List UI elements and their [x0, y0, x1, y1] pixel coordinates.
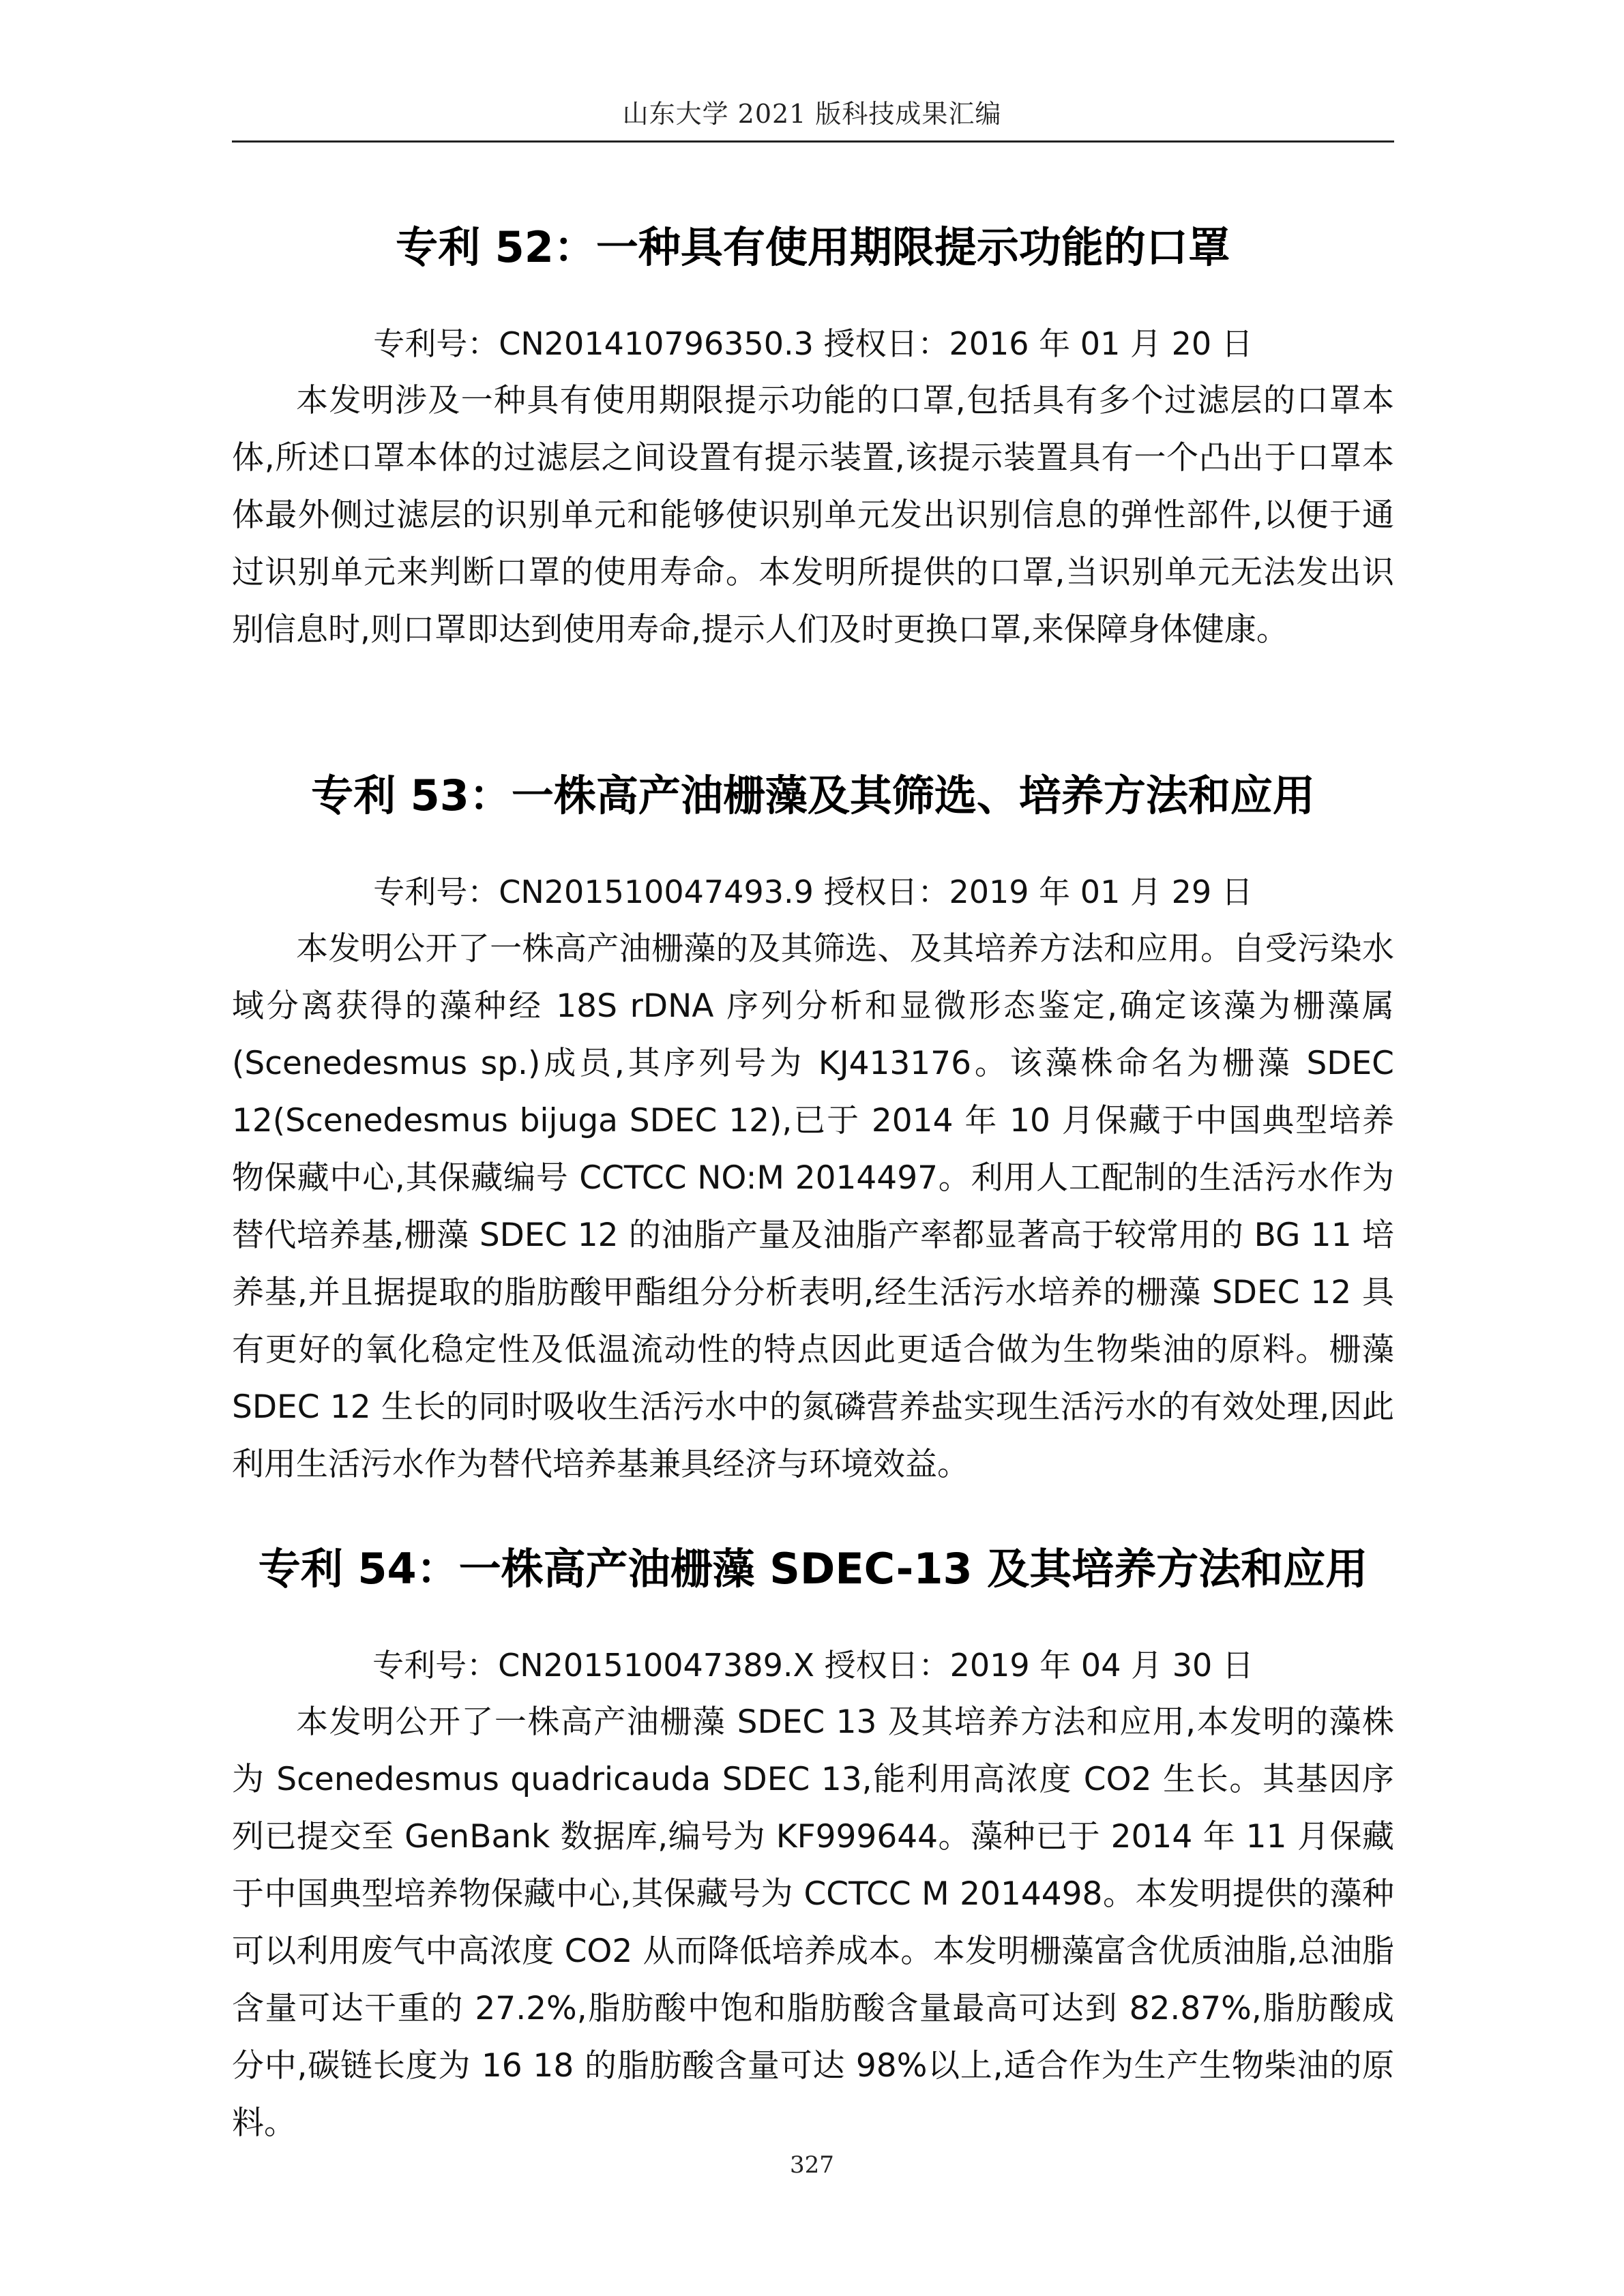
patent-abstract: 本发明涉及一种具有使用期限提示功能的口罩,包括具有多个过滤层的口罩本体,所述口罩本体的过滤层之间设置有提示装置,该提示装置具有一个凸出于口罩本体最外侧过滤层的识别单元和能够使识别单元发出识别信息的弹性部件,以便于通过识别单元来判断口罩的使用寿命。本发明所提供的口罩,当识别单元无法发出识别信息时,则口罩即达到使用寿命,提示人们及时更换口罩,来保障身体健康。: [232, 382, 1394, 648]
patent-number-and-grant-date: 专利号：CN201510047389.X 授权日：2019 年 04 月 30 日: [372, 1647, 1254, 1684]
page-number: 327: [790, 2151, 834, 2179]
patent-section-54: [232, 1538, 1394, 2152]
patent-number-and-grant-date: 专利号：CN201410796350.3 授权日：2016 年 01 月 20 日: [373, 325, 1253, 362]
patent-section-52: [232, 217, 1394, 659]
patent-abstract: 本发明公开了一株高产油栅藻 SDEC 13 及其培养方法和应用,本发明的藻株为 Scenedesmus quadricauda SDEC 13,能利用高浓度 CO2 生长。其基因序列已提交至 GenBank 数据库,编号为 KF999644。藻种已于 2014 年 11 月保藏于中国典型培养物保藏中心,其保藏号为 CCTCC M 2014498。本发明提供的藻种可以利用废气中高浓度 CO2 从而降低培养成本。本发明栅藻富含优质油脂,总油脂含量可达干重的 27.2%,脂肪酸中饱和脂肪酸含量最高可达到 82.87%,脂肪酸成分中,碳链长度为 16 18 的脂肪酸含量可达 98%以上,适合作为生产生物柴油的原料。: [232, 1703, 1394, 2142]
patent-title: 专利 52：一种具有使用期限提示功能的口罩: [396, 222, 1230, 272]
patent-abstract: 本发明公开了一株高产油栅藻的及其筛选、及其培养方法和应用。自受污染水域分离获得的藻种经 18S rDNA 序列分析和显微形态鉴定,确定该藻为栅藻属(Scenedesmus sp.)成员,其序列号为 KJ413176。该藻株命名为栅藻 SDEC 12(Scenedesmus bijuga SDEC 12),已于 2014 年 10 月保藏于中国典型培养物保藏中心,其保藏编号 CCTCC NO:M 2014497。利用人工配制的生活污水作为替代培养基,栅藻 SDEC 12 的油脂产量及油脂产率都显著高于较常用的 BG 11 培养基,并且据提取的脂肪酸甲酯组分分析表明,经生活污水培养的栅藻 SDEC 12 具有更好的氧化稳定性及低温流动性的特点因此更适合做为生物柴油的原料。栅藻 SDEC 12 生长的同时吸收生活污水中的氮磷营养盐实现生活污水的有效处理,因此利用生活污水作为替代培养基兼具经济与环境效益。: [232, 930, 1394, 1483]
patent-number-and-grant-date: 专利号：CN201510047493.9 授权日：2019 年 01 月 29 日: [373, 874, 1253, 910]
patent-title: 专利 54：一株高产油栅藻 SDEC-13 及其培养方法和应用: [258, 1544, 1368, 1594]
running-header: 山东大学 2021 版科技成果汇编: [622, 99, 1002, 129]
patent-section-53: [232, 765, 1394, 1493]
patent-title: 专利 53：一株高产油栅藻及其筛选、培养方法和应用: [311, 771, 1315, 820]
header-divider: [232, 140, 1394, 143]
